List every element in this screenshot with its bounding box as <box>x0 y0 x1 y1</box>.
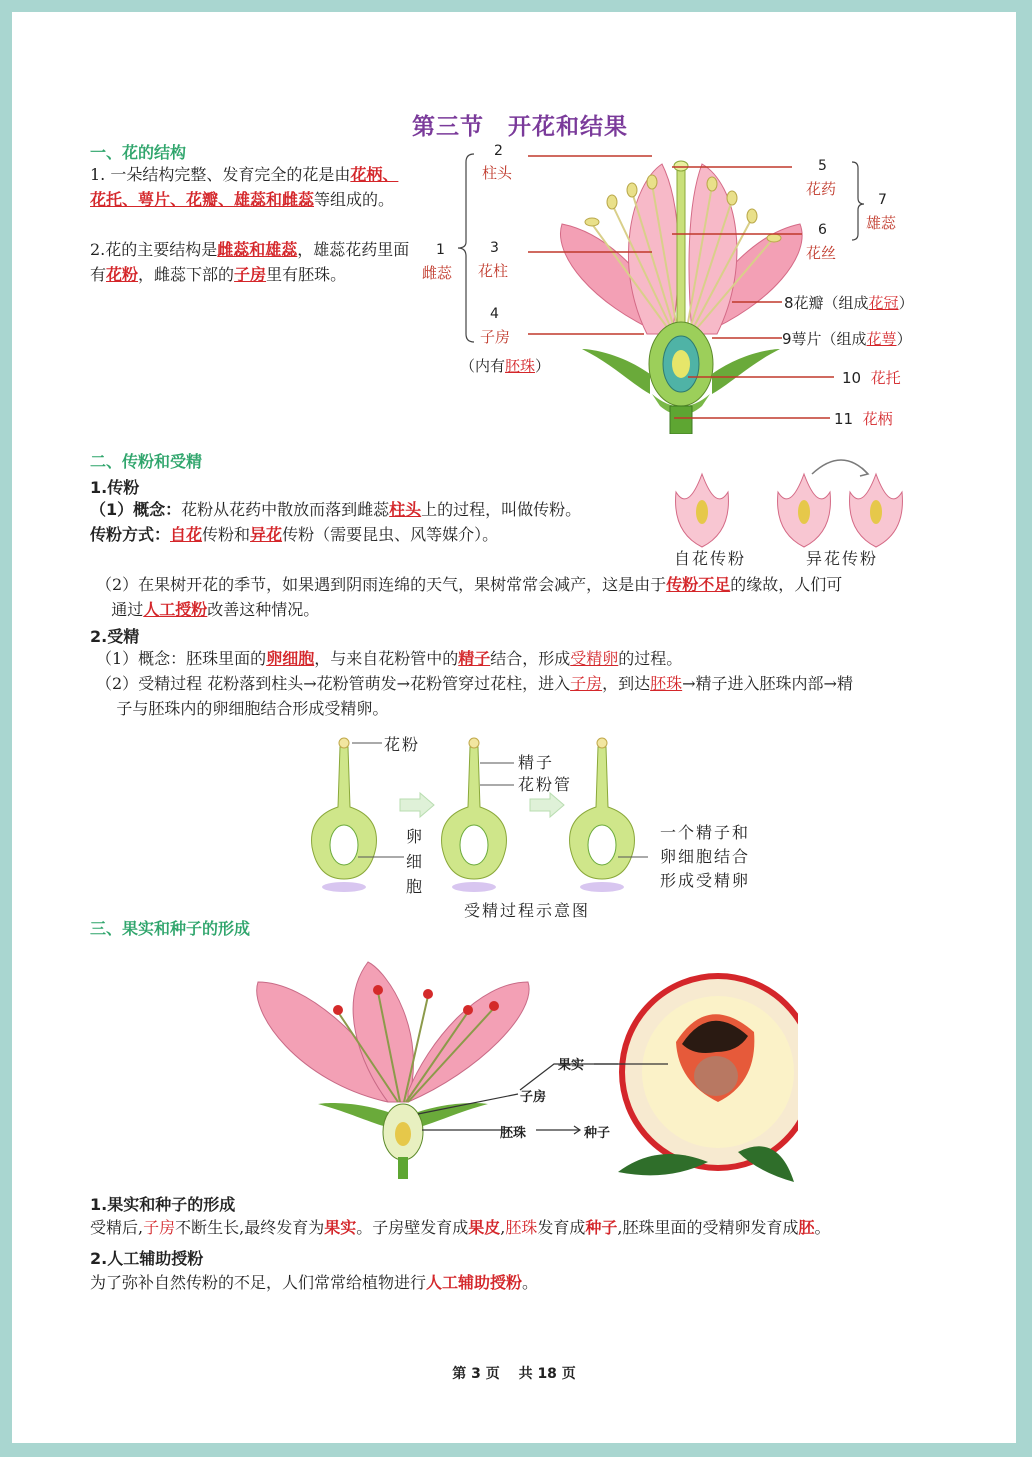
fruit-label-fruit: 果实 <box>558 1058 585 1073</box>
peel-keyword: 果皮 <box>468 1218 501 1237</box>
fert-label-pollen: 花粉 <box>384 735 421 754</box>
text: 为了弥补自然传粉的不足，人们常常给植物进行 <box>90 1273 427 1292</box>
stigma-keyword: 柱头 <box>389 500 422 519</box>
section-heading-structure: 一、花的结构 <box>90 143 187 162</box>
text: , <box>500 1218 506 1237</box>
caption-cross-pollination: 异花传粉 <box>806 549 879 568</box>
ovary-keyword-2: 子房 <box>570 674 603 693</box>
ovary-keyword: 子房 <box>234 265 267 284</box>
corolla-keyword: 花冠 <box>868 294 899 312</box>
label-stamen: 雄蕊 <box>866 214 897 232</box>
fert-caption: 受精过程示意图 <box>464 901 591 920</box>
label-petal <box>784 292 914 313</box>
insufficient-pollination-keyword: 传粉不足 <box>666 575 731 594</box>
text: （1）概念： <box>90 500 182 519</box>
seed-keyword: 种子 <box>585 1218 618 1237</box>
text: （2）受精过程 花粉落到柱头→花粉管萌发→花粉管穿过花柱，进入 <box>96 674 571 693</box>
label-filament: 花丝 <box>806 244 837 262</box>
text: ） <box>896 330 912 348</box>
text: ） <box>535 357 551 375</box>
text: 改善这种情况。 <box>207 600 320 619</box>
caption-self-pollination: 自花传粉 <box>674 549 747 568</box>
label-anther: 花药 <box>806 180 837 198</box>
receptacle-keyword: 花托 <box>870 369 901 387</box>
cross-pollination-keyword: 异花 <box>250 525 283 544</box>
embryo-keyword: 胚 <box>798 1218 815 1237</box>
text: （1）概念：胚珠里面的 <box>96 649 267 668</box>
sperm-keyword: 精子 <box>458 649 491 668</box>
fert-label-tube: 花粉管 <box>518 775 573 794</box>
fruit-label-seed: 种子 <box>584 1126 611 1141</box>
fruit-label-ovule: 胚珠 <box>500 1126 527 1141</box>
text: 11 <box>834 410 854 428</box>
text: ） <box>898 294 914 312</box>
page-footer: 第 3 页 共 18 页 <box>452 1366 576 1382</box>
text: 8花瓣（组成 <box>784 294 869 312</box>
fertilization-process <box>96 671 976 721</box>
peduncle-keyword: 花柄 <box>862 410 893 428</box>
egg-cell-keyword: 卵细胞 <box>266 649 315 668</box>
fert-label-egg-3: 胞 <box>406 877 425 896</box>
artificial-pollination-keyword-2: 人工辅助授粉 <box>426 1273 523 1292</box>
text: 。子房壁发育成 <box>356 1218 469 1237</box>
label-number-5: 5 <box>818 158 827 174</box>
label-pistil: 雌蕊 <box>422 264 453 282</box>
label-number-2: 2 <box>494 143 503 159</box>
fertilization-illustration <box>308 727 648 897</box>
flower-parts-keyword: 花柄、花托、萼片、花瓣、雄蕊和雌蕊 <box>90 165 399 209</box>
text: 9萼片（组成 <box>782 330 867 348</box>
text: 2.花的主要结构是 <box>90 240 218 259</box>
label-number-6: 6 <box>818 222 827 238</box>
label-number-4: 4 <box>490 306 499 322</box>
text: 。 <box>814 1218 831 1237</box>
text: 花粉从花药中散放而落到雌蕊 <box>181 500 390 519</box>
fert-result-line-1: 一个精子和 <box>660 823 751 842</box>
text: ,胚珠里面的受精卵发育成 <box>617 1218 799 1237</box>
subheading-pollination: 1.传粉 <box>90 478 140 497</box>
ovary-keyword-3: 子房 <box>143 1218 176 1237</box>
pollination-concept <box>90 497 690 522</box>
pollination-note <box>96 572 976 622</box>
text: （内有 <box>460 357 506 375</box>
text: 。 <box>522 1273 539 1292</box>
text: ，到达 <box>602 674 651 693</box>
fert-result-line-2: 卵细胞结合 <box>660 847 751 866</box>
fertilization-concept <box>96 646 976 671</box>
text: 发育成 <box>537 1218 586 1237</box>
pollen-keyword: 花粉 <box>106 265 139 284</box>
text: →精子进入胚珠内部→精 <box>682 674 853 693</box>
text: 上的过程，叫做传粉。 <box>421 500 582 519</box>
main-structure-keyword: 雌蕊和雄蕊 <box>217 240 298 259</box>
label-stigma: 柱头 <box>482 164 513 182</box>
text: 传粉（需要昆虫、风等媒介）。 <box>282 525 499 544</box>
ovule-keyword-3: 胚珠 <box>505 1218 538 1237</box>
text: 等组成的。 <box>314 190 395 209</box>
fruit-seed-paragraph <box>90 1215 990 1240</box>
text: 子与胚珠内的卵细胞结合形成受精卵。 <box>116 699 389 718</box>
text: 传粉和 <box>202 525 251 544</box>
pollination-methods <box>90 522 670 547</box>
text: ，雌蕊下部的 <box>138 265 235 284</box>
pollination-illustration <box>662 452 922 552</box>
label-number-7: 7 <box>878 192 887 208</box>
section-heading-pollination: 二、传粉和受精 <box>90 452 203 471</box>
fert-label-egg-2: 细 <box>406 852 425 871</box>
text: 通过 <box>111 600 144 619</box>
calyx-keyword: 花萼 <box>866 330 897 348</box>
self-pollination-keyword: 自花 <box>170 525 203 544</box>
text: 传粉方式： <box>90 525 171 544</box>
ovule-keyword: 胚珠 <box>505 357 536 375</box>
text: 受精后, <box>90 1218 144 1237</box>
text: 1. 一朵结构完整、发育完全的花是由 <box>90 165 351 184</box>
text: 的缘故，人们可 <box>730 575 843 594</box>
fert-result-line-3: 形成受精卵 <box>660 871 751 890</box>
text: 的过程。 <box>618 649 683 668</box>
fruit-label-ovary: 子房 <box>520 1090 547 1105</box>
label-number-3: 3 <box>490 240 499 256</box>
label-peduncle <box>834 408 893 429</box>
page <box>12 12 1016 1443</box>
label-number-1: 1 <box>436 242 445 258</box>
label-inner-ovule <box>460 355 550 376</box>
zygote-keyword: 受精卵 <box>570 649 619 668</box>
subheading-fruit-seed: 1.果实和种子的形成 <box>90 1195 236 1214</box>
section-heading-fruit: 三、果实和种子的形成 <box>90 919 251 938</box>
ovule-keyword-2: 胚珠 <box>650 674 683 693</box>
fruit-formation-illustration <box>238 952 798 1182</box>
subheading-fertilization: 2.受精 <box>90 627 140 646</box>
fert-label-egg-1: 卵 <box>406 827 425 846</box>
label-style: 花柱 <box>478 262 509 280</box>
page-title: 第三节 开花和结果 <box>412 114 628 140</box>
text: ，与来自花粉管中的 <box>314 649 459 668</box>
artificial-pollination-keyword: 人工授粉 <box>143 600 208 619</box>
label-sepal <box>782 328 912 349</box>
text: 10 <box>842 369 862 387</box>
text: （2）在果树开花的季节，如果遇到阴雨连绵的天气，果树常常会减产，这是由于 <box>96 575 667 594</box>
text: 里有胚珠。 <box>266 265 347 284</box>
text: 不断生长,最终发育为 <box>175 1218 325 1237</box>
fert-label-sperm: 精子 <box>518 753 555 772</box>
subheading-artificial-pollination: 2.人工辅助授粉 <box>90 1249 204 1268</box>
text: 结合，形成 <box>490 649 571 668</box>
artificial-pollination-paragraph <box>90 1270 990 1295</box>
text: ，雄蕊花药里面有 <box>90 240 410 284</box>
label-ovary: 子房 <box>480 328 511 346</box>
fruit-keyword: 果实 <box>324 1218 357 1237</box>
label-receptacle <box>842 367 901 388</box>
